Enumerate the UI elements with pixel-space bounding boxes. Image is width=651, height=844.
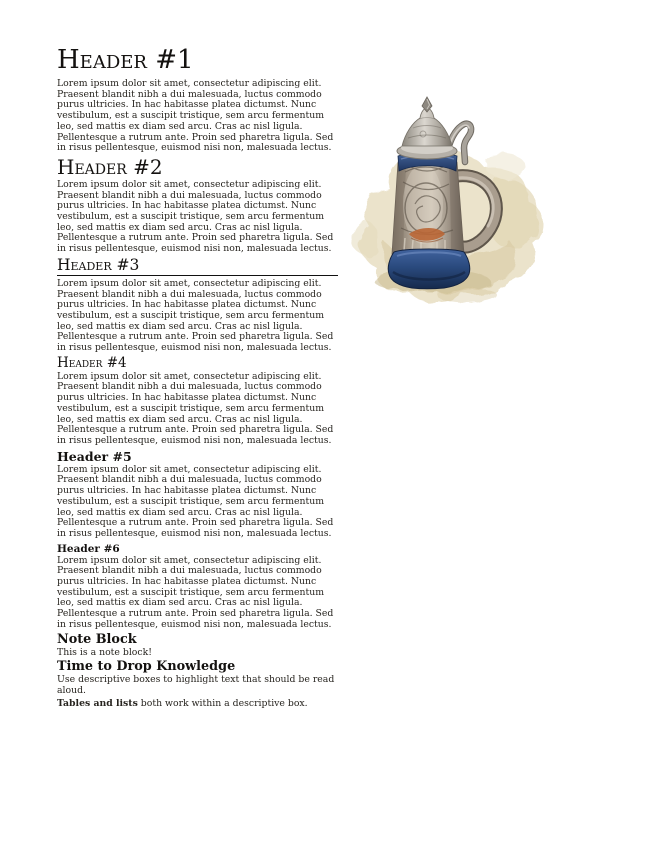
wash-left-smudge — [352, 221, 378, 255]
wash-top-light — [485, 154, 525, 178]
section-3 — [57, 257, 338, 354]
header-1: Header #1 — [57, 45, 194, 75]
text-column — [57, 46, 338, 711]
section-2-paragraph: Lorem ipsum dolor sit amet, consectetur adipiscing elit. Praesent blandit nibh a dui malesuada, luctus commodo purus ultricies. In hac habitasse platea dictumst. Nunc vestibulum, est a suscipit tristique, sem arcu fermentum leo, sed mattis ex diam sed arcu. Cras ac nisl ligula. Pellentesque a rutrum ante. Proin sed pharetra ligula. Sed in risus pellentesque, euismod nisi non, malesuada lectus. — [57, 178, 334, 255]
knowledge-intro: Use descriptive boxes to highlight text that should be read aloud. — [57, 674, 335, 696]
stein-svg — [345, 92, 580, 314]
section-2 — [57, 156, 338, 255]
knowledge-section — [57, 660, 338, 709]
knowledge-title: Time to Drop Knowledge — [57, 659, 236, 675]
header-2: Header #2 — [57, 154, 163, 179]
section-1-paragraph: Lorem ipsum dolor sit amet, consectetur adipiscing elit. Praesent blandit nibh a dui malesuada, luctus commodo purus ultricies. In hac habitasse platea dictumst. Nunc vestibulum, est a suscipit tristique, sem arcu fermentum leo, sed mattis ex diam sed arcu. Cras ac nisl ligula. Pellentesque a rutrum ante. Proin sed pharetra ligula. Sed in risus pellentesque, euismod nisi non, malesuada lectus. — [57, 78, 334, 154]
section-1 — [57, 46, 338, 154]
header-5: Header #5 — [57, 448, 132, 464]
section-5-paragraph: Lorem ipsum dolor sit amet, consectetur adipiscing elit. Praesent blandit nibh a dui malesuada, luctus commodo purus ultricies. In hac habitasse platea dictumst. Nunc vestibulum, est a suscipit tristique, sem arcu fermentum leo, sed mattis ex diam sed arcu. Cras ac nisl ligula. Pellentesque a rutrum ante. Proin sed pharetra ligula. Sed in risus pellentesque, euismod nisi non, malesuada lectus. — [57, 463, 334, 539]
note-block-text: This is a note block! — [57, 646, 152, 658]
header-6: Header #6 — [57, 542, 120, 555]
section-6-paragraph: Lorem ipsum dolor sit amet, consectetur adipiscing elit. Praesent blandit nibh a dui malesuada, luctus commodo purus ultricies. In hac habitasse platea dictumst. Nunc vestibulum, est a suscipit tristique, sem arcu fermentum leo, sed mattis ex diam sed arcu. Cras ac nisl ligula. Pellentesque a rutrum ante. Proin sed pharetra ligula. Sed in risus pellentesque, euismod nisi non, malesuada lectus. — [57, 554, 334, 630]
section-5 — [57, 450, 338, 540]
note-block-section — [57, 633, 338, 659]
lid-cone — [402, 108, 452, 146]
wash-bottom-texture — [437, 287, 497, 303]
section-3-paragraph: Lorem ipsum dolor sit amet, consectetur adipiscing elit. Praesent blandit nibh a dui malesuada, luctus commodo purus ultricies. In hac habitasse platea dictumst. Nunc vestibulum, est a suscipit tristique, sem arcu fermentum leo, sed mattis ex diam sed arcu. Cras ac nisl ligula. Pellentesque a rutrum ante. Proin sed pharetra ligula. Sed in risus pellentesque, euismod nisi non, malesuada lectus. — [57, 277, 334, 354]
knowledge-tables-line — [57, 699, 338, 710]
section-4 — [57, 356, 338, 447]
stein-illustration — [345, 92, 580, 314]
header-3: Header #3 — [57, 257, 338, 276]
note-block-title: Note Block — [57, 631, 137, 647]
knowledge-bold-lead: Tables and lists — [57, 697, 138, 709]
header-4: Header #4 — [57, 354, 127, 371]
section-6 — [57, 543, 338, 631]
knowledge-tail: both work within a descriptive box. — [137, 697, 308, 709]
section-4-paragraph: Lorem ipsum dolor sit amet, consectetur adipiscing elit. Praesent blandit nibh a dui malesuada, luctus commodo purus ultricies. In hac habitasse platea dictumst. Nunc vestibulum, est a suscipit tristique, sem arcu fermentum leo, sed mattis ex diam sed arcu. Cras ac nisl ligula. Pellentesque a rutrum ante. Proin sed pharetra ligula. Sed in risus pellentesque, euismod nisi non, malesuada lectus. — [57, 370, 334, 446]
